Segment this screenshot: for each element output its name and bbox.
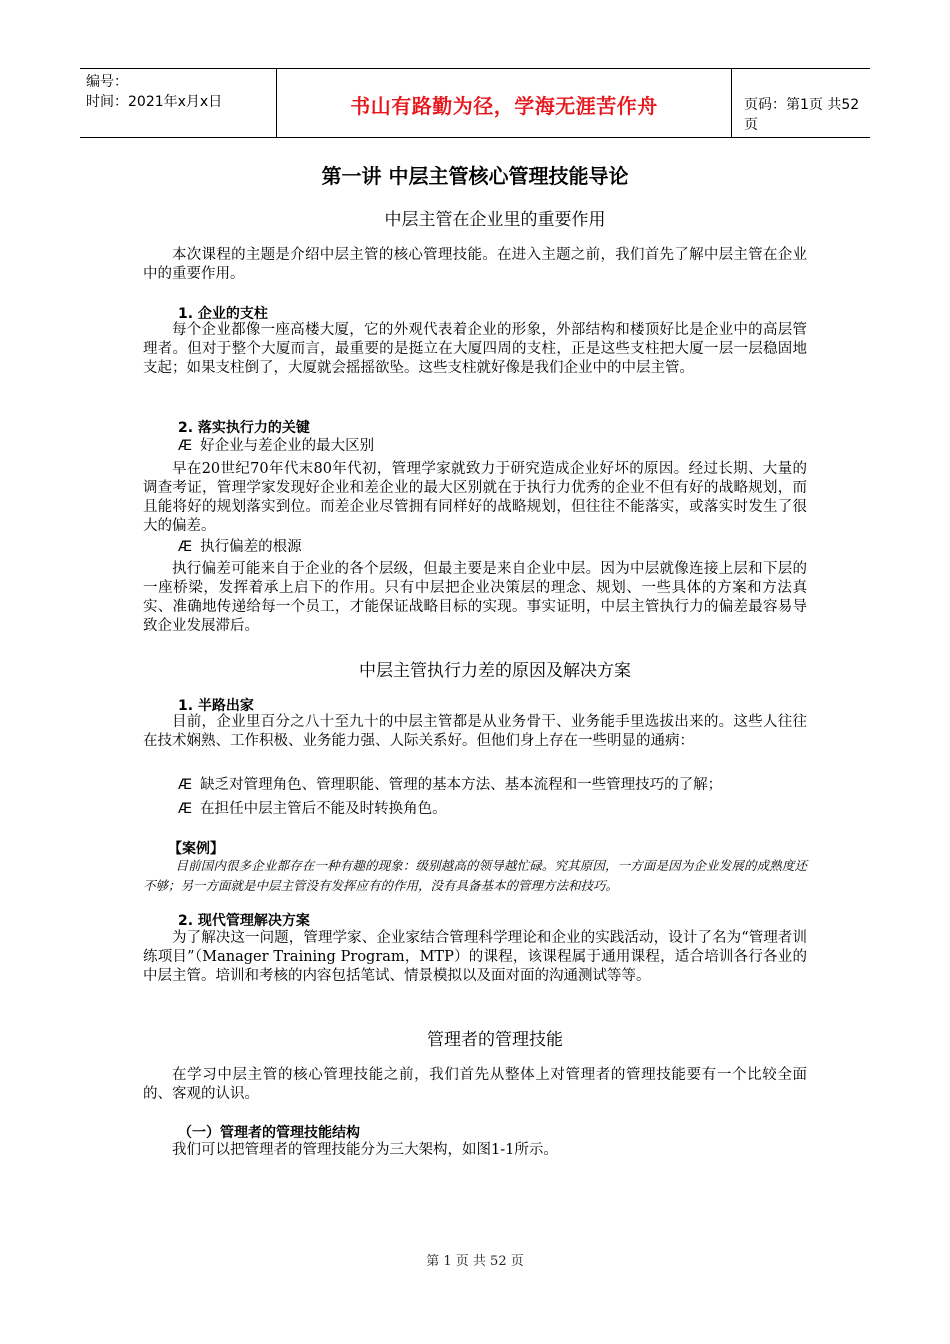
s2-heading-2: 2. 现代管理解决方案 bbox=[178, 913, 310, 929]
motto-cell bbox=[276, 69, 732, 137]
page-code-cell bbox=[732, 69, 870, 137]
s1-heading-1: 1. 企业的支柱 bbox=[178, 306, 268, 322]
s2-bullet-2 bbox=[178, 800, 447, 819]
s1-paragraph-2: 早在20世纪70年代末80年代初，管理学家就致力于研究造成企业好坏的原因。经过长期、大量的调查考证，管理学家发现好企业和差企业的最大区别就在于执行力优秀的企业不但有好的战略规划，而且能将好的规划落实到位。而差企业尽管拥有同样好的战略规划，但往往不能落实，或落实时发生了很大的偏差。 bbox=[143, 461, 807, 534]
motto: 书山有路勤为径，学海无涯苦作舟 bbox=[350, 94, 658, 118]
case-text: 目前国内很多企业都存在一种有趣的现象：级别越高的领导越忙碌。究其原因，一方面是因为企业发展的成熟度还不够；另一方面就是中层主管没有发挥应有的作用，没有具备基本的管理方法和技巧。 bbox=[143, 858, 807, 893]
s2-heading-1: 1. 半路出家 bbox=[178, 698, 254, 714]
section-title-2: 中层主管执行力差的原因及解决方案 bbox=[359, 661, 631, 681]
s2-paragraph-2: 为了解决这一问题，管理学家、企业家结合管理科学理论和企业的实践活动，设计了名为“管理者训练项目”（Manager Training Program，MTP）的课程，该课程属于通用课程，适合培训各行各业的中层主管。培训和考核的内容包括笔试、情景模拟以及面对面的沟通测试等等。 bbox=[143, 930, 807, 984]
page-code: 页码：第1页 共52页 bbox=[744, 97, 860, 133]
s1-intro-paragraph: 本次课程的主题是介绍中层主管的核心管理技能。在进入主题之前，我们首先了解中层主管在企业中的重要作用。 bbox=[143, 247, 807, 282]
section-title-1: 中层主管在企业里的重要作用 bbox=[384, 210, 606, 230]
bullet-mark: Æ bbox=[178, 801, 193, 817]
s1-paragraph-3: 执行偏差可能来自于企业的各个层级，但最主要是来自企业中层。因为中层就像连接上层和下层的一座桥梁，发挥着承上启下的作用。只有中层把企业决策层的理念、规划、一些具体的方案和方法真实、准确地传递给每一个员工，才能保证战略目标的实现。事实证明，中层主管执行力的偏差最容易导致企业发展滞后。 bbox=[143, 561, 807, 634]
s1-bullet-1 bbox=[178, 437, 374, 456]
s2-bullet-2-text: 在担任中层主管后不能及时转换角色。 bbox=[200, 801, 447, 817]
bullet-mark: Æ bbox=[178, 777, 193, 793]
s2-bullet-1-text: 缺乏对管理角色、管理职能、管理的基本方法、基本流程和一些管理技巧的了解； bbox=[200, 777, 723, 793]
s1-bullet-2 bbox=[178, 538, 302, 557]
s1-paragraph-1: 每个企业都像一座高楼大厦，它的外观代表着企业的形象，外部结构和楼顶好比是企业中的高层管理者。但对于整个大厦而言，最重要的是挺立在大厦四周的支柱，正是这些支柱把大厦一层一层稳固地支起；如果支柱倒了，大厦就会摇摇欲坠。这些支柱就好像是我们企业中的中层主管。 bbox=[143, 322, 807, 376]
section-title-3: 管理者的管理技能 bbox=[427, 1030, 563, 1050]
page-footer: 第 1 页 共 52 页 bbox=[426, 1254, 524, 1269]
header-info-cell bbox=[80, 69, 276, 137]
number-label: 编号： bbox=[86, 74, 128, 90]
s2-paragraph-1: 目前，企业里百分之八十至九十的中层主管都是从业务骨干、业务能手里选拔出来的。这些人往往在技术娴熟、工作积极、业务能力强、人际关系好。但他们身上存在一些明显的通病： bbox=[143, 714, 807, 749]
time-label: 时间：2021年x月x日 bbox=[86, 94, 223, 110]
s1-bullet-1-text: 好企业与差企业的最大区别 bbox=[200, 438, 375, 454]
s3-heading-1: （一）管理者的管理技能结构 bbox=[178, 1125, 360, 1141]
s2-bullet-1 bbox=[178, 776, 722, 795]
s3-paragraph-2: 我们可以把管理者的管理技能分为三大架构，如图1-1所示。 bbox=[172, 1142, 558, 1158]
case-label: 【案例】 bbox=[168, 841, 224, 857]
s1-bullet-2-text: 执行偏差的根源 bbox=[200, 539, 302, 555]
s3-paragraph-1: 在学习中层主管的核心管理技能之前，我们首先从整体上对管理者的管理技能要有一个比较全面的、客观的认识。 bbox=[143, 1067, 807, 1102]
s1-heading-2: 2. 落实执行力的关键 bbox=[178, 420, 310, 436]
page-title: 第一讲 中层主管核心管理技能导论 bbox=[321, 164, 629, 188]
bullet-mark: Æ bbox=[178, 438, 193, 454]
header-table bbox=[80, 68, 870, 138]
bullet-mark: Æ bbox=[178, 539, 193, 555]
